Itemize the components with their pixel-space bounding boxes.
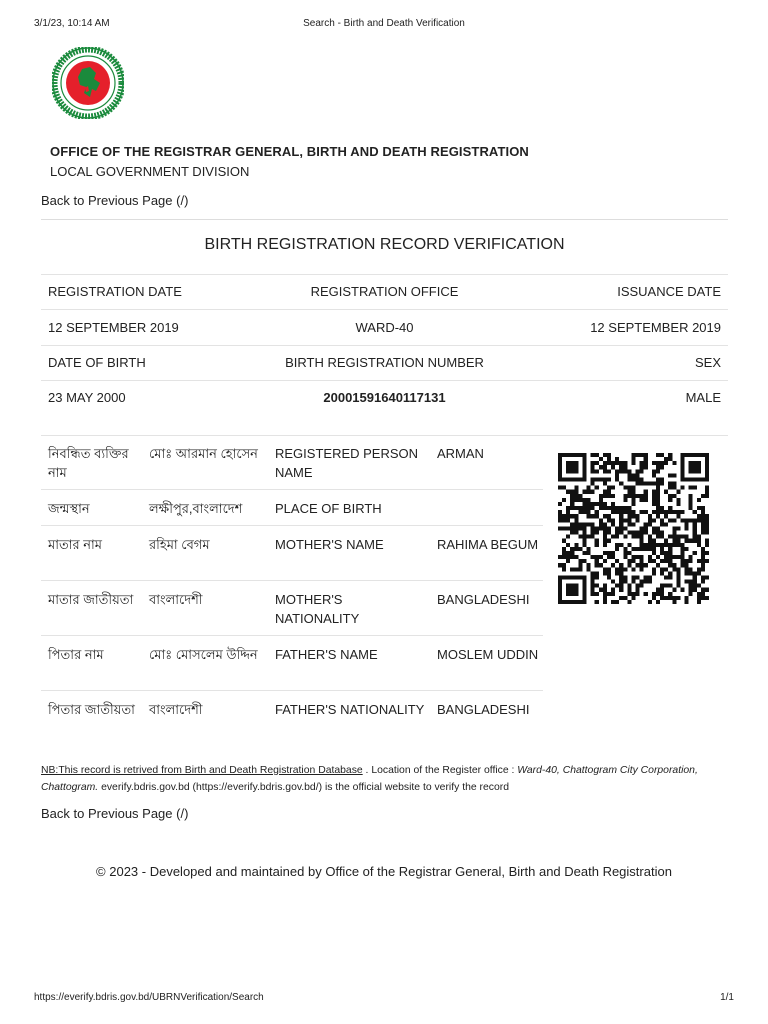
bn-value: বাংলাদেশী [149,592,203,607]
en-value: BANGLADESHI [437,702,530,717]
register-office-location: Ward-40, Chattogram City Corporation, Chattogram. [41,765,698,793]
en-label: PLACE OF BIRTH [275,501,382,516]
copyright-footer: © 2023 - Developed and maintained by Office of the Registrar General, Birth and Death Registration [96,864,672,879]
meta-labels-row-2 [41,345,728,380]
date-of-birth-label: DATE OF BIRTH [48,355,146,370]
bn-label: মাতার নাম [48,537,103,552]
issuance-date-label: ISSUANCE DATE [617,284,721,299]
table-row [41,691,543,745]
print-page-title: Search - Birth and Death Verification [303,18,465,29]
en-label: REGISTERED PERSON NAME [275,446,419,480]
issuance-date-value: 12 SEPTEMBER 2019 [590,320,721,335]
database-link[interactable]: NB:This record is retrived from Birth and Death Registration Database [41,765,363,776]
qr-code-icon [558,452,709,605]
bn-label: পিতার নাম [48,647,104,662]
date-of-birth-value: 23 MAY 2000 [48,390,126,405]
registration-office-value: WARD-40 [355,320,414,335]
birth-registration-number-value: 20001591640117131 [323,390,446,405]
back-to-previous-link[interactable]: Back to Previous Page (/) [41,193,189,208]
en-value: MOSLEM UDDIN [437,647,539,662]
record-source-note [41,762,731,796]
bangladesh-government-seal-icon [52,47,124,119]
registration-date-value: 12 SEPTEMBER 2019 [48,320,179,335]
person-details-table [41,435,543,745]
en-label: FATHER'S NATIONALITY [275,702,425,717]
table-row [41,581,543,636]
bn-value: লক্ষীপুর,বাংলাদেশ [149,501,243,516]
en-label: MOTHER'S NAME [275,537,384,552]
registration-office-label: REGISTRATION OFFICE [310,284,459,299]
record-heading: BIRTH REGISTRATION RECORD VERIFICATION [204,236,565,253]
registration-date-label: REGISTRATION DATE [48,284,182,299]
sex-value: MALE [685,390,721,405]
location-prefix: . Location of the Register office : [362,765,518,776]
meta-values-row-2 [41,380,728,415]
divider [41,219,728,220]
en-value: ARMAN [437,446,484,461]
en-label: FATHER'S NAME [275,647,378,662]
bn-label: জন্মস্থান [48,501,90,516]
print-footer-url: https://everify.bdris.gov.bd/UBRNVerification/Search [34,992,264,1003]
office-subtitle: LOCAL GOVERNMENT DIVISION [50,164,250,179]
table-row [41,490,543,526]
meta-labels-row-1 [41,274,728,309]
bn-label: নিবন্ধিত ব্যক্তির নাম [48,446,129,480]
table-row [41,526,543,581]
bn-value: মোঃ আরমান হোসেন [149,446,258,461]
table-row [41,636,543,691]
print-datetime: 3/1/23, 10:14 AM [34,18,110,29]
bn-label: পিতার জাতীয়তা [48,702,135,717]
sex-label: SEX [694,355,721,370]
bn-value: বাংলাদেশী [149,702,203,717]
office-title: OFFICE OF THE REGISTRAR GENERAL, BIRTH AND DEATH REGISTRATION [50,144,529,159]
back-to-previous-link-bottom[interactable]: Back to Previous Page (/) [41,806,189,821]
birth-registration-number-label: BIRTH REGISTRATION NUMBER [285,355,484,370]
meta-values-row-1 [41,310,728,345]
en-label: MOTHER'S NATIONALITY [275,592,360,626]
bn-label: মাতার জাতীয়তা [48,592,134,607]
website-note: everify.bdris.gov.bd (https://everify.bdris.gov.bd/) is the official website to verify the record [98,782,509,793]
table-row [41,435,543,490]
print-footer-page: 1/1 [720,992,734,1003]
en-value: BANGLADESHI [437,592,530,607]
en-value: RAHIMA BEGUM [437,537,539,552]
bn-value: রহিমা বেগম [149,537,210,552]
bn-value: মোঃ মোসলেম উদ্দিন [149,647,258,662]
